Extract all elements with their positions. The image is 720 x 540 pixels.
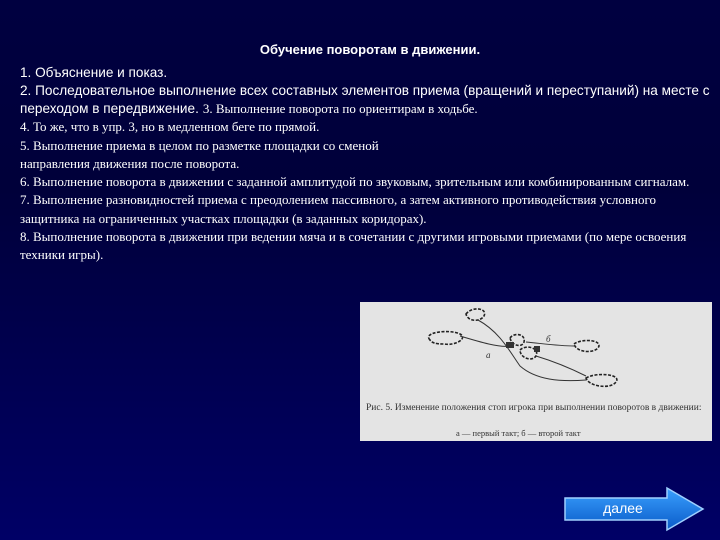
list-item-7: 7. Выполнение разновидностей приема с преодолением пассивного, а затем активного противодействия условного защитника на ограниченных участках площадки (в заданных коридорах). bbox=[20, 192, 657, 226]
exercise-list bbox=[20, 64, 714, 265]
footprint-right-1 bbox=[574, 341, 599, 352]
next-button-label: далее bbox=[603, 500, 643, 516]
footprint-upper bbox=[466, 309, 485, 320]
figure-caption: Рис. 5. Изменение положения стоп игрока при выполнении поворотов в движении: bbox=[366, 403, 702, 413]
next-button[interactable] bbox=[563, 486, 707, 532]
label-a: а bbox=[486, 350, 491, 360]
list-item-2-3 bbox=[20, 82, 714, 118]
list-item-2: 2. Последовательное выполнение всех составных элементов приема (вращений и переступаний) на месте с переходом в передвижение. bbox=[20, 83, 710, 116]
trajectory-line-2 bbox=[478, 320, 586, 381]
label-b: б bbox=[546, 334, 551, 344]
figure-caption-sub: а — первый такт; б — второй такт bbox=[456, 428, 581, 438]
trajectory-line-4 bbox=[536, 356, 586, 376]
slide-title: Обучение поворотам в движении. bbox=[259, 42, 481, 57]
footwork-figure bbox=[360, 302, 712, 441]
list-item-5-line-1: 5. Выполнение приема в целом по разметке площадки со сменой bbox=[20, 137, 379, 153]
list-item-6: 6. Выполнение поворота в движении с заданной амплитудой по звуковым, зрительным или комбинированным сигналам. bbox=[20, 174, 690, 190]
footprint-start bbox=[429, 332, 463, 345]
list-item-4: 4. То же, что в упр. 3, но в медленном беге по прямой. bbox=[20, 119, 320, 135]
footwork-diagram bbox=[360, 302, 712, 402]
list-item-5-line-2: направления движения после поворота. bbox=[20, 155, 240, 171]
list-item-1: 1. Объяснение и показ. bbox=[20, 65, 168, 80]
foot-marker-2 bbox=[534, 346, 540, 352]
list-item-8: 8. Выполнение поворота в движении при ведении мяча и в сочетании с другими игровыми приемами (по мере освоения техники игры). bbox=[20, 229, 687, 263]
footprint-right-2 bbox=[586, 375, 617, 387]
list-item-3: 3. Выполнение поворота по ориентирам в ходьбе. bbox=[202, 101, 478, 116]
